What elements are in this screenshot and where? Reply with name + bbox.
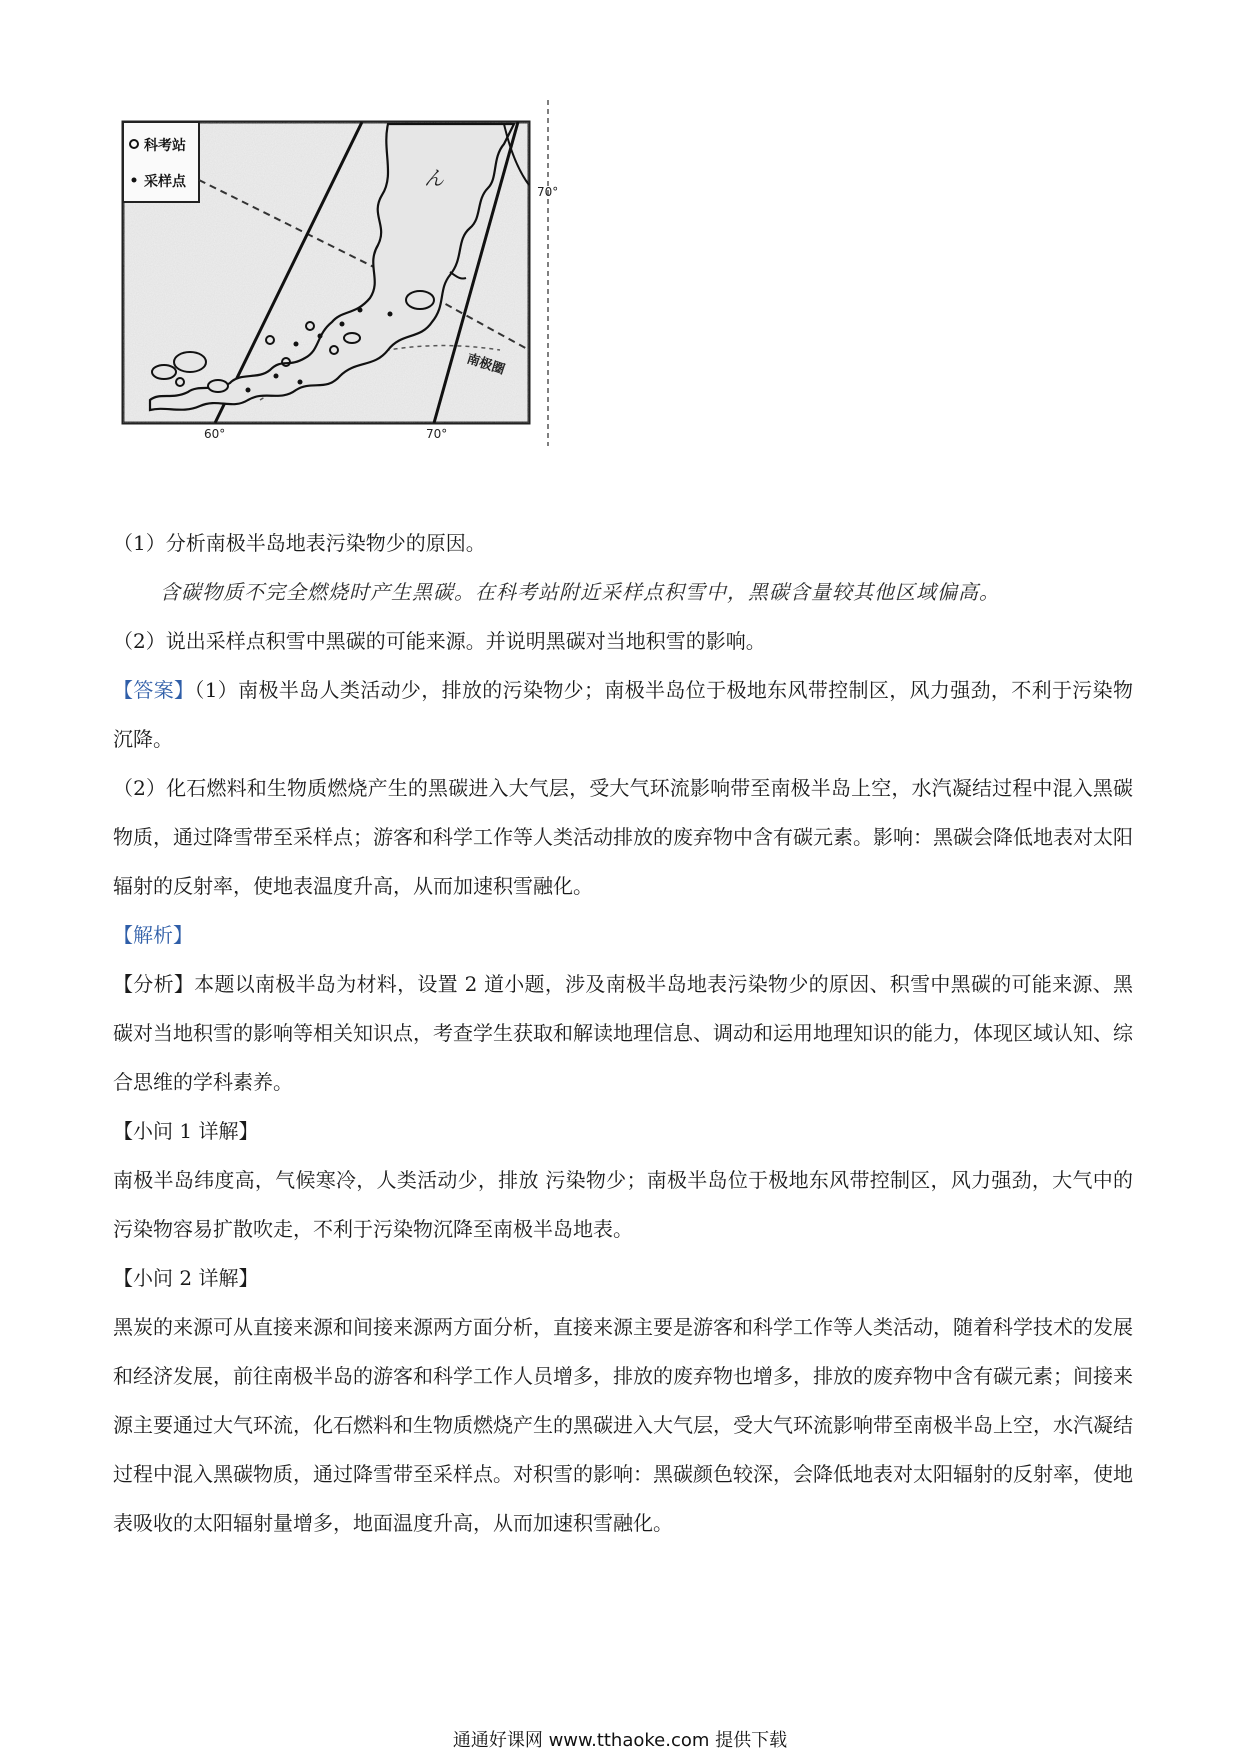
sample-legend-icon xyxy=(132,178,137,183)
island xyxy=(174,352,206,372)
answer-part-1: （1）南极半岛人类活动少，排放的污染物少；南极半岛位于极地东风带控制区，风力强劲，不利于污染物沉降。 xyxy=(113,678,1133,751)
lat-70-label: 70° xyxy=(537,185,559,199)
page-footer: 通通好课网 www.tthaoke.com 提供下载 xyxy=(452,1730,788,1751)
island xyxy=(152,365,176,379)
analysis-text: 本题以南极半岛为材料，设置 2 道小题，涉及南极半岛地表污染物少的原因、积雪中黑碳的可能来源、黑碳对当地积雪的影响等相关知识点，考查学生获取和解读地理信息、调动和运用地理知识的能力，体现区域认知、综合思维的学科素养。 xyxy=(113,972,1133,1094)
station-legend-label: 科考站 xyxy=(144,138,186,154)
sub-question-1-marker: 【小问 1 详解】 xyxy=(113,1119,259,1143)
antarctic-circle-label: 南极圈 xyxy=(464,351,507,378)
analysis-block xyxy=(113,960,1133,1107)
lon-60-label: 60° xyxy=(204,427,226,441)
sub-question-2-text: 黑炭的来源可从直接来源和间接来源两方面分析，直接来源主要是游客和科学工作等人类活动，随着科学技术的发展和经济发展，前往南极半岛的游客和科学工作人员增多，排放的废弃物也增多，排放的废弃物中含有碳元素；间接来源主要通过大气环流，化石燃料和生物质燃烧产生的黑碳进入大气层，受大气环流影响带至南极半岛上空，水汽凝结过程中混入黑碳物质，通过降雪带至采样点。对积雪的影响：黑碳颜色较深，会降低地表对太阳辐射的反射率，使地表吸收的太阳辐射量增多，地面温度升高，从而加速积雪融化。 xyxy=(113,1315,1133,1535)
question-1: （1）分析南极半岛地表污染物少的原因。 xyxy=(113,531,486,555)
question-2: （2）说出采样点积雪中黑碳的可能来源。并说明黑碳对当地积雪的影响。 xyxy=(113,629,766,653)
mainland-label: ん xyxy=(424,166,444,190)
analysis-marker: 【解析】 xyxy=(113,923,193,947)
sub-question-1-text: 南极半岛纬度高，气候寒冷，人类活动少，排放 污染物少；南极半岛位于极地东风带控制区，风力强劲，大气中的污染物容易扩散吹走，不利于污染物沉降至南极半岛地表。 xyxy=(113,1168,1133,1241)
antarctic-peninsula-map xyxy=(120,100,620,500)
analysis-label: 【分析】 xyxy=(113,972,195,996)
lon-70-label: 70° xyxy=(426,427,448,441)
map-legend xyxy=(123,122,199,202)
island xyxy=(344,333,360,343)
island xyxy=(208,380,228,392)
answer-part-2: （2）化石燃料和生物质燃烧产生的黑碳进入大气层，受大气环流影响带至南极半岛上空，水汽凝结过程中混入黑碳物质，通过降雪带至采样点；游客和科学工作等人类活动排放的废弃物中含有碳元素。影响：黑碳会降低地表对太阳辐射的反射率，使地表温度升高，从而加速积雪融化。 xyxy=(113,776,1133,898)
material-note: 含碳物质不完全燃烧时产生黑碳。在科考站附近采样点积雪中，黑碳含量较其他区域偏高。 xyxy=(160,580,1000,604)
answer-block xyxy=(113,666,1133,764)
sub-question-2-marker: 【小问 2 详解】 xyxy=(113,1266,259,1290)
island xyxy=(406,291,434,309)
answer-marker: 【答案】 xyxy=(113,678,195,702)
sample-legend-label: 采样点 xyxy=(144,174,186,190)
